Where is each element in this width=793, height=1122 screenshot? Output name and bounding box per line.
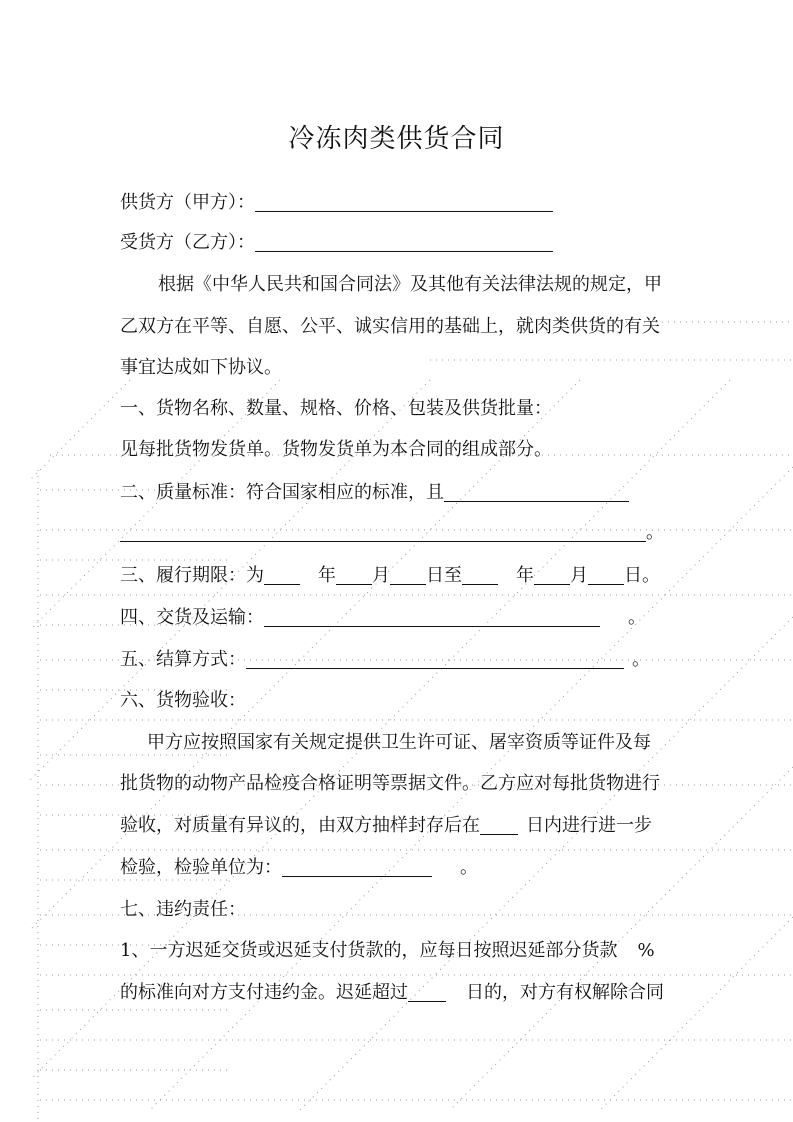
section7-line-1-text: 1、一方迟延交货或迟延支付货款的，应每日按照迟延部分货款 — [120, 940, 618, 961]
end-year-blank[interactable] — [462, 564, 498, 585]
end-day-label: 日。 — [624, 565, 660, 586]
section4-end: 。 — [628, 607, 646, 628]
section1-text: 见每批货物发货单。货物发货单为本合同的组成部分。 — [120, 439, 552, 460]
section3-prefix: 三、履行期限：为 — [120, 565, 264, 586]
start-month-label: 月 — [372, 565, 390, 586]
delay-days-blank[interactable] — [408, 981, 446, 1002]
section7-line-2b: 日的，对方有权解除合同 — [466, 982, 664, 1003]
section4-prefix: 四、交货及运输： — [120, 607, 264, 628]
party-a-line — [120, 190, 553, 216]
day-to-label: 日至 — [426, 565, 462, 586]
party-b-line — [120, 230, 553, 256]
section5-line — [120, 647, 650, 673]
party-a-label: 供货方（甲方）： — [120, 192, 255, 213]
section1-heading: 一、货物名称、数量、规格、价格、包装及供货批量： — [120, 398, 552, 419]
intro-line-1: 根据《中华人民共和国合同法》及其他有关法律法规的规定，甲 — [158, 274, 662, 295]
intro-line-3: 事宜达成如下协议。 — [120, 357, 282, 378]
end-year-label: 年 — [516, 565, 534, 586]
section6-line-4b: 。 — [460, 857, 478, 878]
section6-line-2: 批货物的动物产品检疫合格证明等票据文件。乙方应对每批货物进行 — [120, 773, 660, 794]
start-month-blank[interactable] — [336, 564, 372, 585]
inspection-days-blank[interactable] — [480, 814, 518, 835]
end-month-blank[interactable] — [534, 564, 570, 585]
section2-line — [120, 480, 629, 506]
section6-line-4 — [120, 855, 478, 881]
document-title: 冷冻肉类供货合同 — [288, 124, 505, 154]
delivery-blank[interactable] — [264, 606, 600, 627]
settlement-blank[interactable] — [246, 648, 624, 669]
section6-heading: 六、货物验收： — [120, 690, 246, 711]
section7-line-2 — [120, 980, 664, 1006]
section3-line — [120, 563, 660, 589]
section6-line-4a: 检验，检验单位为： — [120, 857, 282, 878]
section7-line-2a: 的标准向对方支付违约金。迟延超过 — [120, 982, 408, 1003]
section5-prefix: 五、结算方式： — [120, 649, 246, 670]
end-day-blank[interactable] — [588, 564, 624, 585]
start-year-label: 年 — [318, 565, 336, 586]
section4-line — [120, 605, 646, 631]
percent-sign: % — [637, 940, 655, 961]
section7-line-1 — [120, 938, 655, 964]
section5-end: 。 — [632, 649, 650, 670]
intro-line-2: 乙双方在平等、自愿、公平、诚实信用的基础上，就肉类供货的有关 — [120, 316, 660, 337]
start-day-blank[interactable] — [390, 564, 426, 585]
section2-line-2 — [120, 520, 664, 546]
end-month-label: 月 — [570, 565, 588, 586]
section6-line-3b: 日内进行进一步 — [526, 815, 652, 836]
section7-heading: 七、违约责任： — [120, 899, 246, 920]
section6-line-3a: 验收，对质量有异议的，由双方抽样封存后在 — [120, 815, 480, 836]
party-b-label: 受货方（乙方）： — [120, 232, 255, 253]
quality-blank-2[interactable] — [120, 521, 646, 542]
quality-blank-1[interactable] — [444, 481, 629, 502]
party-b-blank[interactable] — [255, 231, 553, 252]
section6-line-1: 甲方应按照国家有关规定提供卫生许可证、屠宰资质等证件及每 — [147, 732, 651, 753]
section6-line-3 — [120, 813, 652, 839]
section2-end: 。 — [646, 522, 664, 543]
section2-prefix: 二、质量标准：符合国家相应的标准，且 — [120, 482, 444, 503]
start-year-blank[interactable] — [264, 564, 300, 585]
inspection-unit-blank[interactable] — [282, 856, 432, 877]
party-a-blank[interactable] — [255, 191, 553, 212]
